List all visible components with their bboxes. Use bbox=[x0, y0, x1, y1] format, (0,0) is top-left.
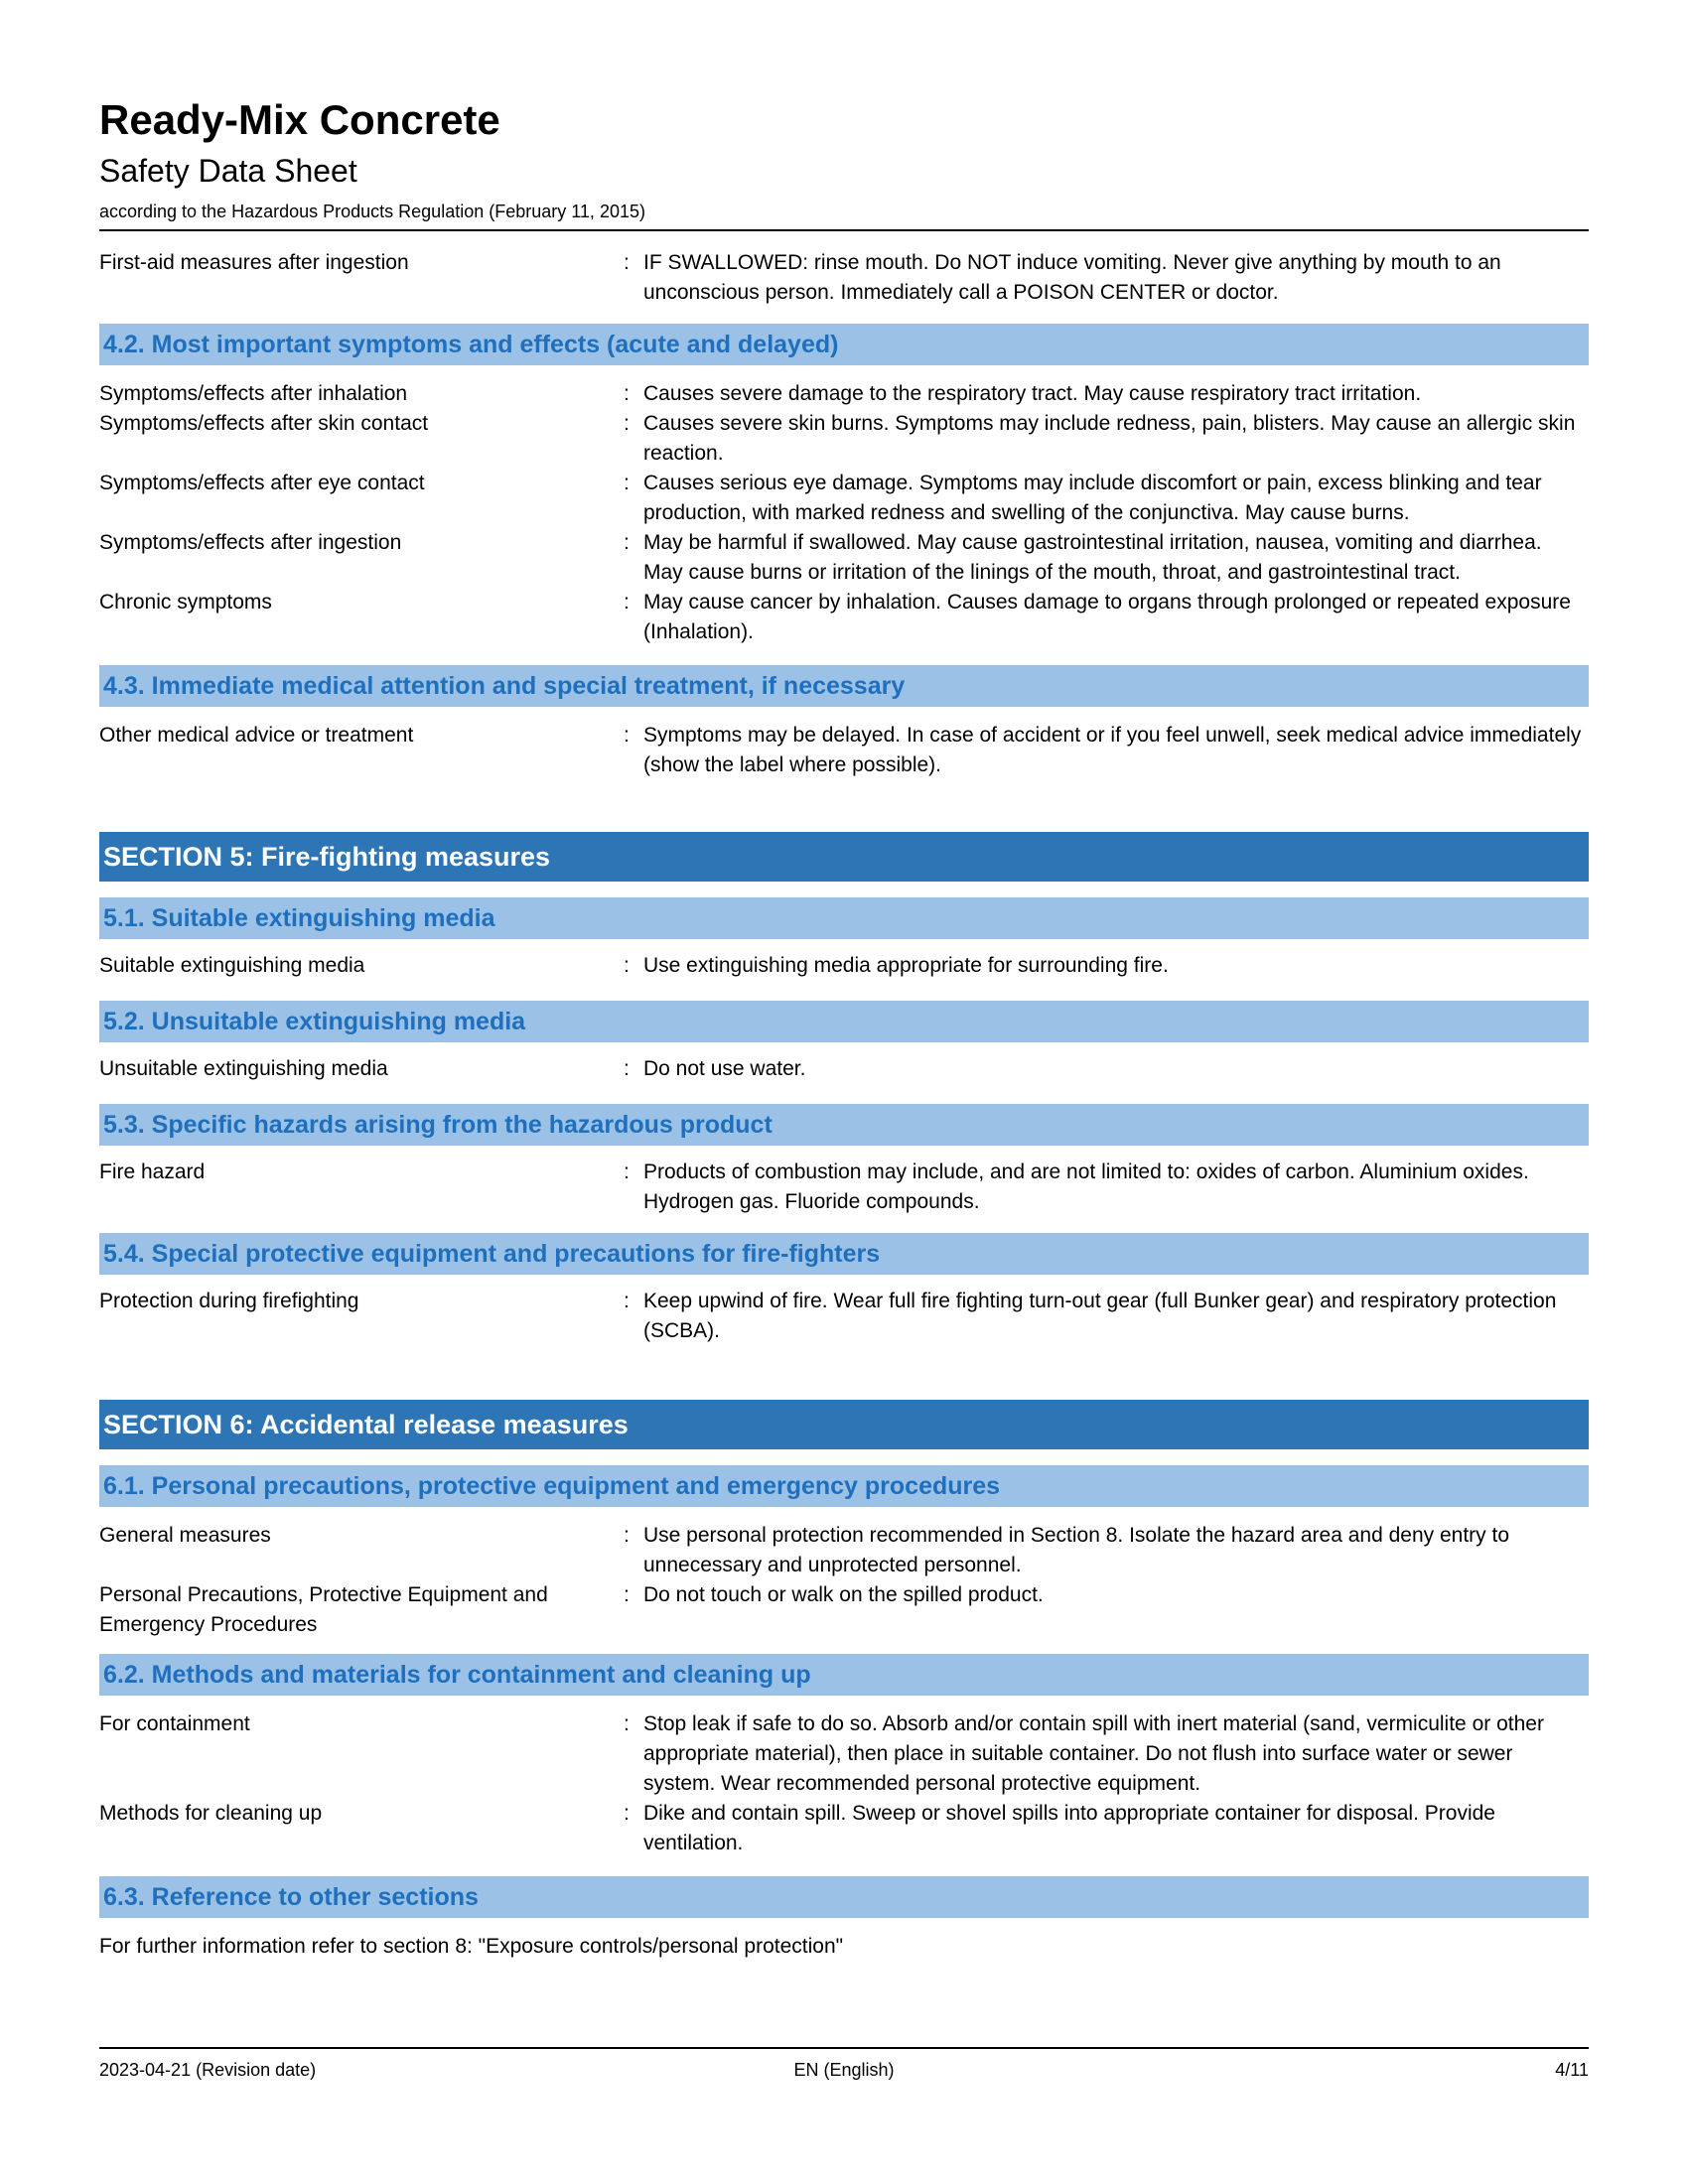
row-ingestion bbox=[99, 528, 1589, 588]
header-divider bbox=[99, 229, 1589, 231]
subsection-6-2-heading: 6.2. Methods and materials for containment and cleaning up bbox=[99, 1654, 1589, 1696]
row-value: Causes severe damage to the respiratory tract. May cause respiratory tract irritation. bbox=[643, 382, 1422, 405]
row-value: Products of combustion may include, and are not limited to: oxides of carbon. Aluminium oxides. Hydrogen gas. Fluoride compounds. bbox=[643, 1160, 1529, 1213]
row-colon: : bbox=[624, 412, 630, 435]
row-label: Symptoms/effects after eye contact bbox=[99, 472, 425, 494]
row-colon: : bbox=[624, 472, 630, 494]
row-colon: : bbox=[624, 251, 630, 274]
subsection-6-1-heading: 6.1. Personal precautions, protective equipment and emergency procedures bbox=[99, 1465, 1589, 1507]
row-colon: : bbox=[624, 382, 630, 405]
row-colon: : bbox=[624, 1802, 630, 1825]
row-colon: : bbox=[624, 1057, 630, 1080]
footer-language: EN (English) bbox=[793, 2060, 895, 2080]
row-label: Symptoms/effects after ingestion bbox=[99, 531, 402, 554]
row-colon: : bbox=[624, 531, 630, 554]
row-skin-contact bbox=[99, 409, 1589, 469]
row-label: Suitable extinguishing media bbox=[99, 954, 365, 977]
section-5-heading: SECTION 5: Fire-fighting measures bbox=[99, 832, 1589, 882]
row-value: IF SWALLOWED: rinse mouth. Do NOT induce vomiting. Never give anything by mouth to an unconscious person. Immediately call a POISON CENTER or doctor. bbox=[643, 251, 1501, 304]
row-unsuitable-media bbox=[99, 1054, 1589, 1084]
row-colon: : bbox=[624, 1583, 630, 1606]
row-eye-contact bbox=[99, 469, 1589, 528]
row-label: Chronic symptoms bbox=[99, 591, 272, 614]
document-page bbox=[99, 0, 1589, 2184]
document-subtitle: Safety Data Sheet bbox=[99, 153, 357, 189]
row-label: Fire hazard bbox=[99, 1160, 206, 1183]
row-colon: : bbox=[624, 1290, 630, 1312]
row-value: Dike and contain spill. Sweep or shovel spills into appropriate container for disposal. Provide ventilation. bbox=[643, 1802, 1495, 1854]
row-value: Keep upwind of fire. Wear full fire fighting turn-out gear (full Bunker gear) and respiratory protection (SCBA). bbox=[643, 1290, 1557, 1342]
subsection-6-3-heading: 6.3. Reference to other sections bbox=[99, 1876, 1589, 1918]
row-label: For containment bbox=[99, 1712, 250, 1735]
row-label: General measures bbox=[99, 1524, 271, 1547]
subsection-5-4-heading: 5.4. Special protective equipment and precautions for fire-fighters bbox=[99, 1233, 1589, 1275]
row-personal-precautions bbox=[99, 1580, 1589, 1640]
row-value: Symptoms may be delayed. In case of accident or if you feel unwell, seek medical advice immediately (show the label where possible). bbox=[643, 724, 1582, 776]
row-suitable-media bbox=[99, 951, 1589, 981]
row-label: Symptoms/effects after skin contact bbox=[99, 412, 429, 435]
sds-content bbox=[99, 238, 1589, 1962]
row-value: Causes severe skin burns. Symptoms may include redness, pain, blisters. May cause an allergic skin reaction. bbox=[643, 412, 1576, 465]
row-chronic bbox=[99, 588, 1589, 647]
subsection-5-2-heading: 5.2. Unsuitable extinguishing media bbox=[99, 1001, 1589, 1042]
row-colon: : bbox=[624, 1712, 630, 1735]
row-value: Use personal protection recommended in Section 8. Isolate the hazard area and deny entry to unnecessary and unprotected personnel. bbox=[643, 1524, 1510, 1576]
row-label: Other medical advice or treatment bbox=[99, 724, 414, 747]
row-firstaid-ingestion bbox=[99, 248, 1589, 308]
row-containment bbox=[99, 1709, 1589, 1799]
row-general-measures bbox=[99, 1521, 1589, 1580]
row-value: Do not use water. bbox=[643, 1057, 806, 1080]
regulation-note: according to the Hazardous Products Regulation (February 11, 2015) bbox=[99, 202, 645, 221]
row-colon: : bbox=[624, 1524, 630, 1547]
row-label: Symptoms/effects after inhalation bbox=[99, 382, 408, 405]
subsection-4-2-heading: 4.2. Most important symptoms and effects (acute and delayed) bbox=[99, 324, 1589, 365]
product-title: Ready-Mix Concrete bbox=[99, 96, 500, 143]
row-firefighting-protection bbox=[99, 1287, 1589, 1346]
row-label: Protection during firefighting bbox=[99, 1290, 359, 1312]
row-value: May cause cancer by inhalation. Causes damage to organs through prolonged or repeated exposure (Inhalation). bbox=[643, 591, 1571, 643]
row-value: Do not touch or walk on the spilled product. bbox=[643, 1583, 1044, 1606]
section-6-heading: SECTION 6: Accidental release measures bbox=[99, 1400, 1589, 1449]
row-medical-advice bbox=[99, 721, 1589, 780]
row-label: Methods for cleaning up bbox=[99, 1802, 323, 1825]
row-colon: : bbox=[624, 954, 630, 977]
row-label: Unsuitable extinguishing media bbox=[99, 1057, 388, 1080]
footer-revision-date: 2023-04-21 (Revision date) bbox=[99, 2060, 317, 2080]
row-value: May be harmful if swallowed. May cause gastrointestinal irritation, nausea, vomiting and diarrhea. May cause burns or irritation of the linings of the mouth, throat, and gastrointestinal tract. bbox=[643, 531, 1542, 584]
footer-page-number: 4/11 bbox=[1555, 2060, 1589, 2080]
subsection-5-1-heading: 5.1. Suitable extinguishing media bbox=[99, 897, 1589, 939]
row-inhalation bbox=[99, 379, 1589, 409]
row-value: Use extinguishing media appropriate for surrounding fire. bbox=[643, 954, 1169, 977]
row-label: First-aid measures after ingestion bbox=[99, 251, 409, 274]
reference-text: For further information refer to section 8: "Exposure controls/personal protection" bbox=[99, 1935, 844, 1958]
row-fire-hazard bbox=[99, 1158, 1589, 1217]
row-label: Personal Precautions, Protective Equipment and Emergency Procedures bbox=[99, 1583, 548, 1636]
footer-divider bbox=[99, 2047, 1589, 2049]
subsection-5-3-heading: 5.3. Specific hazards arising from the hazardous product bbox=[99, 1104, 1589, 1146]
row-colon: : bbox=[624, 1160, 630, 1183]
row-colon: : bbox=[624, 724, 630, 747]
row-cleaning-up bbox=[99, 1799, 1589, 1858]
row-value: Stop leak if safe to do so. Absorb and/or contain spill with inert material (sand, vermiculite or other appropriate material), then place in suitable container. Do not flush into surface water or sewer system. Wear recommended personal protective equipment. bbox=[643, 1712, 1544, 1795]
row-value: Causes serious eye damage. Symptoms may include discomfort or pain, excess blinking and tear production, with marked redness and swelling of the conjunctiva. May cause burns. bbox=[643, 472, 1542, 524]
row-colon: : bbox=[624, 591, 630, 614]
subsection-4-3-heading: 4.3. Immediate medical attention and special treatment, if necessary bbox=[99, 665, 1589, 707]
